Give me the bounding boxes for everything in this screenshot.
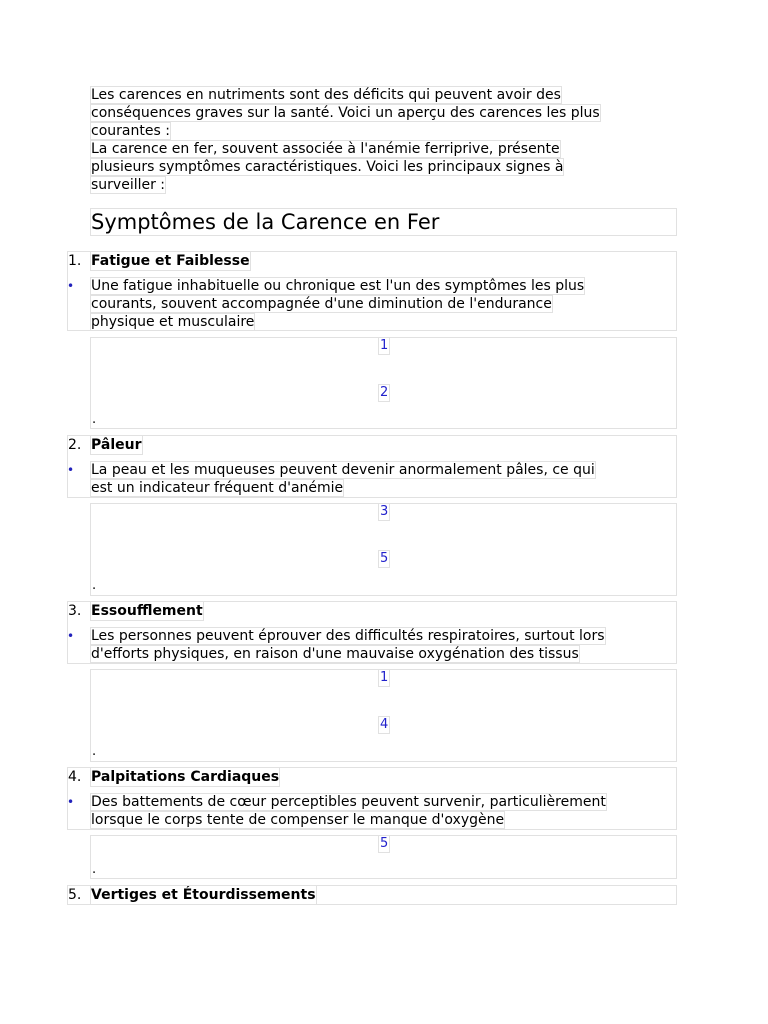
item-number: 1. <box>68 253 82 269</box>
reference-link[interactable]: 2 <box>380 385 389 400</box>
reference-link[interactable]: 4 <box>380 717 389 732</box>
intro-line: conséquences graves sur la santé. Voici un aperçu des carences les plus <box>91 105 600 121</box>
reference-link[interactable]: 5 <box>380 551 389 566</box>
period: . <box>92 412 97 427</box>
references-box <box>91 504 676 595</box>
item-description: La peau et les muqueuses peuvent devenir anormalement pâles, ce qui est un indicateur fréquent d'anémie <box>91 462 595 496</box>
intro-line: courantes : <box>91 123 170 139</box>
item-title: Pâleur <box>91 437 142 453</box>
list-item-paleur <box>68 436 676 497</box>
reference-link[interactable]: 5 <box>380 836 389 851</box>
item-title: Palpitations Cardiaques <box>91 769 280 785</box>
item-number: 2. <box>68 437 82 453</box>
period: . <box>92 862 97 877</box>
period: . <box>92 744 97 759</box>
references-box <box>91 836 676 878</box>
item-title: Vertiges et Étourdissements <box>91 887 316 903</box>
reference-link[interactable]: 1 <box>380 338 389 353</box>
list-item-palpitations <box>68 768 676 829</box>
references-box <box>91 670 676 761</box>
item-description: Une fatigue inhabituelle ou chronique est l'un des symptômes les plus courants, souvent accompagnée d'une diminution de l'endurance physique et musculaire <box>91 278 585 330</box>
item-number: 3. <box>68 603 82 619</box>
bullet-icon: • <box>67 795 75 809</box>
list-item-essoufflement <box>68 602 676 663</box>
item-description: Les personnes peuvent éprouver des difficultés respiratoires, surtout lors d'efforts physiques, en raison d'une mauvaise oxygénation des tissus <box>91 628 605 662</box>
intro-line: plusieurs symptômes caractéristiques. Voici les principaux signes à <box>91 159 564 175</box>
list-item-fatigue <box>68 252 676 330</box>
item-number: 4. <box>68 769 82 785</box>
item-title: Fatigue et Faiblesse <box>91 253 250 269</box>
bullet-icon: • <box>67 279 75 293</box>
item-description: Des battements de cœur perceptibles peuvent survenir, particulièrement lorsque le corps tente de compenser le manque d'oxygène <box>91 794 606 828</box>
intro-line: La carence en fer, souvent associée à l'anémie ferriprive, présente <box>91 141 560 157</box>
intro-line: surveiller : <box>91 177 166 193</box>
item-title: Essoufflement <box>91 603 203 619</box>
item-number: 5. <box>68 887 82 903</box>
references-box <box>91 338 676 428</box>
reference-link[interactable]: 1 <box>380 670 389 685</box>
section-heading: Symptômes de la Carence en Fer <box>91 209 676 235</box>
bullet-icon: • <box>67 463 75 477</box>
reference-link[interactable]: 3 <box>380 504 389 519</box>
list-item-vertiges <box>68 886 676 904</box>
bullet-icon: • <box>67 629 75 643</box>
period: . <box>92 578 97 593</box>
intro-line: Les carences en nutriments sont des déficits qui peuvent avoir des <box>91 87 561 103</box>
intro-paragraph <box>91 86 676 194</box>
